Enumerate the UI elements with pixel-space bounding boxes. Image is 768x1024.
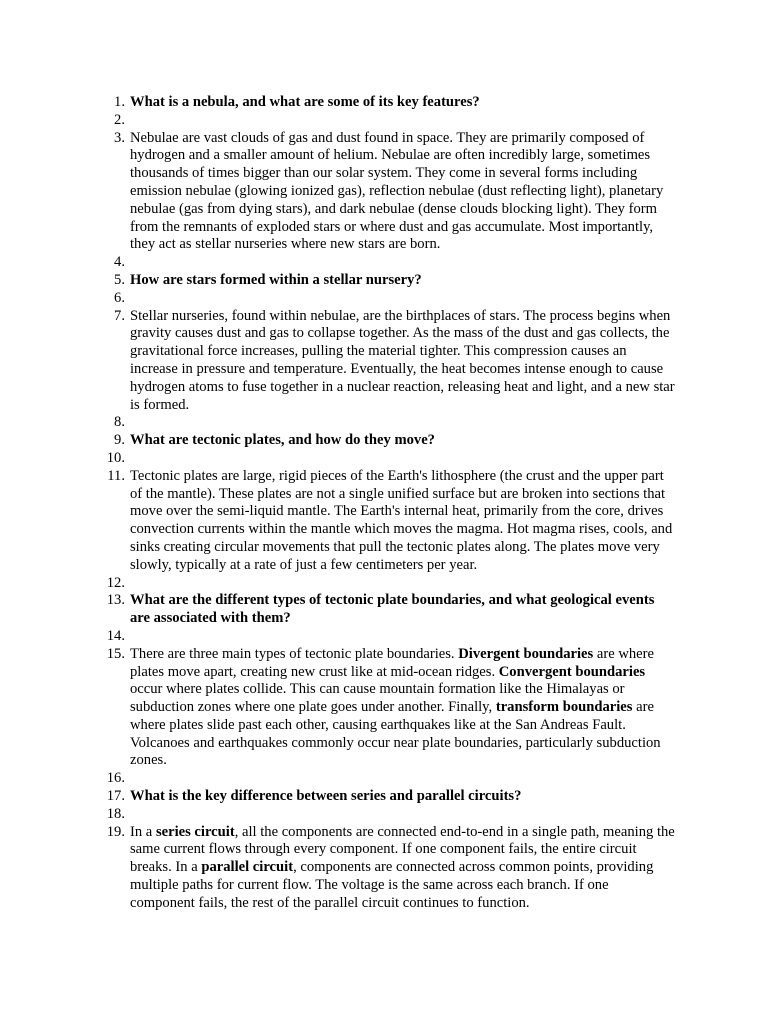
question-bold-text: What are tectonic plates, and how do they move?	[130, 432, 435, 449]
numbered-list	[0, 94, 768, 913]
list-number: 6.	[114, 289, 125, 306]
list-number: 11.	[107, 467, 125, 484]
bold-term: parallel circuit	[201, 859, 294, 876]
question-bold-text: How are stars formed within a stellar nursery?	[130, 271, 422, 288]
list-number: 10.	[106, 449, 125, 466]
list-number: 8.	[114, 414, 125, 431]
question-item	[0, 94, 768, 112]
blank-item	[0, 806, 768, 824]
bold-term: transform boundaries	[495, 699, 633, 716]
list-number: 17.	[106, 788, 125, 805]
question-text	[130, 592, 675, 628]
question-bold-text: What is the key difference between series and parallel circuits?	[130, 788, 522, 805]
document-page	[0, 94, 768, 913]
question-text	[130, 94, 675, 112]
text-segment: In a	[130, 823, 156, 840]
list-number: 4.	[114, 254, 125, 271]
answer-item	[0, 824, 768, 913]
text-segment: There are three main types of tectonic plate boundaries.	[130, 645, 459, 662]
question-item	[0, 788, 768, 806]
text-segment: are where plates slide past each other, causing earthquakes like at the San Andreas Fault. Volcanoes and earthquakes commonly occur near plate boundaries, particularly subduction zones.	[130, 699, 661, 769]
blank-item	[0, 770, 768, 788]
answer-text	[130, 824, 675, 913]
bold-term: Divergent boundaries	[458, 645, 594, 662]
bold-term: Convergent boundaries	[498, 663, 646, 680]
blank-item	[0, 112, 768, 130]
blank-item	[0, 290, 768, 308]
answer-item	[0, 130, 768, 255]
text-segment: , all the components are connected end-to-end in a single path, meaning the same current flows through every component. If one component fails, the entire circuit breaks. In a	[130, 823, 675, 876]
blank-item	[0, 414, 768, 432]
text-segment: Tectonic plates are large, rigid pieces of the Earth's lithosphere (the crust and the upper part of the mantle). These plates are not a single unified surface but are broken into sections that move over the semi-liquid mantle. The Earth's internal heat, primarily from the core, drives convection currents within the mantle which moves the magma. Hot magma rises, cools, and sinks creating circular movements that pull the tectonic plates along. The plates move very slowly, typically at a rate of just a few centimeters per year.	[130, 467, 673, 573]
question-bold-text: What is a nebula, and what are some of its key features?	[130, 94, 480, 110]
question-item	[0, 432, 768, 450]
text-segment: are where plates move apart, creating new crust like at mid-ocean ridges.	[130, 645, 654, 680]
question-text	[130, 788, 675, 806]
answer-text	[130, 130, 675, 255]
list-number: 3.	[114, 129, 125, 146]
question-text	[130, 272, 675, 290]
list-number: 5.	[114, 271, 125, 288]
answer-item	[0, 308, 768, 415]
list-number: 19.	[106, 823, 125, 840]
answer-item	[0, 468, 768, 575]
text-segment: , components are connected across common points, providing multiple paths for current flow. The voltage is the same across each branch. If one component fails, the rest of the parallel circuit continues to function.	[130, 859, 654, 911]
answer-item	[0, 646, 768, 771]
list-number: 1.	[114, 94, 125, 110]
list-number: 16.	[106, 770, 125, 787]
question-bold-text: What are the different types of tectonic plate boundaries, and what geological events are associated with them?	[130, 592, 655, 627]
question-item	[0, 272, 768, 290]
blank-item	[0, 575, 768, 593]
answer-text	[130, 468, 675, 575]
blank-item	[0, 628, 768, 646]
text-segment: Stellar nurseries, found within nebulae, are the birthplaces of stars. The process begins when gravity causes dust and gas to collapse together. As the mass of the dust and gas collects, the gravitational force increases, pulling the material tighter. This compression causes an increase in pressure and temperature. Eventually, the heat becomes intense enough to cause hydrogen atoms to fuse together in a nuclear reaction, releasing heat and light, and a new star is formed.	[130, 307, 675, 413]
answer-text	[130, 646, 675, 771]
blank-item	[0, 450, 768, 468]
text-segment: occur where plates collide. This can cause mountain formation like the Himalayas or subduction zones where one plate goes under another. Finally,	[130, 681, 625, 716]
text-segment: Nebulae are vast clouds of gas and dust found in space. They are primarily composed of hydrogen and a smaller amount of helium. Nebulae are often incredibly large, sometimes thousands of times bigger than our solar system. They come in several forms including emission nebulae (glowing ionized gas), reflection nebulae (dust reflecting light), planetary nebulae (gas from dying stars), and dark nebulae (dense clouds blocking light). They form from the remnants of exploded stars or where dust and gas accumulate. Most importantly, they act as stellar nurseries where new stars are born.	[130, 129, 664, 253]
question-text	[130, 432, 675, 450]
list-number: 2.	[114, 111, 125, 128]
list-number: 12.	[106, 574, 125, 591]
list-number: 9.	[114, 432, 125, 449]
question-item	[0, 592, 768, 628]
list-number: 18.	[106, 805, 125, 822]
list-number: 15.	[106, 645, 125, 662]
bold-term: series circuit	[155, 823, 235, 840]
list-number: 7.	[114, 307, 125, 324]
answer-text	[130, 308, 675, 415]
blank-item	[0, 254, 768, 272]
list-number: 14.	[106, 627, 125, 644]
list-number: 13.	[106, 592, 125, 609]
